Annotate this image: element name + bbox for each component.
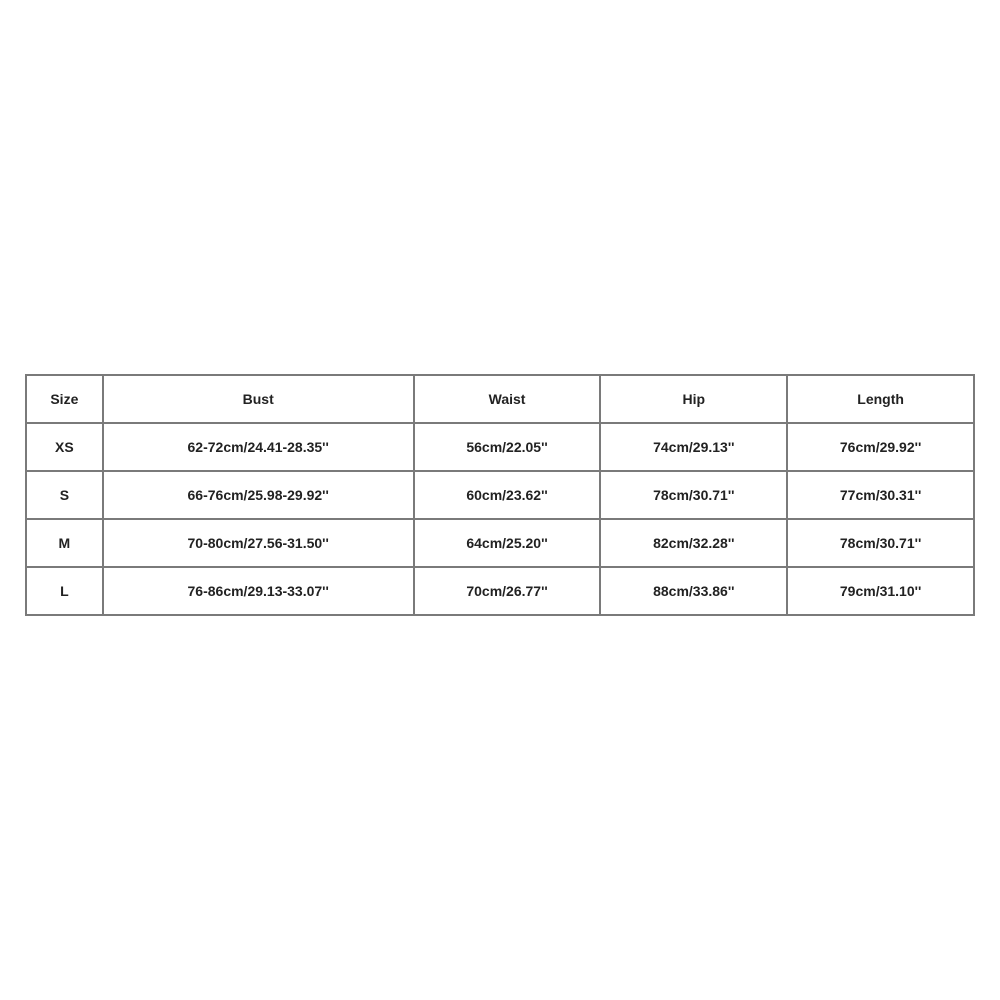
cell-hip: 82cm/32.28'' [600,519,787,567]
cell-waist: 64cm/25.20'' [414,519,601,567]
header-hip: Hip [600,375,787,423]
table-row [26,567,974,615]
header-length: Length [787,375,974,423]
size-chart-table [25,374,975,616]
cell-length: 79cm/31.10'' [787,567,974,615]
cell-size: XS [26,423,103,471]
cell-size: M [26,519,103,567]
header-size: Size [26,375,103,423]
cell-length: 78cm/30.71'' [787,519,974,567]
cell-size: L [26,567,103,615]
cell-hip: 74cm/29.13'' [600,423,787,471]
cell-waist: 70cm/26.77'' [414,567,601,615]
header-waist: Waist [414,375,601,423]
table-row [26,423,974,471]
cell-waist: 60cm/23.62'' [414,471,601,519]
cell-bust: 76-86cm/29.13-33.07'' [103,567,414,615]
table-header-row [26,375,974,423]
table-row [26,471,974,519]
cell-hip: 78cm/30.71'' [600,471,787,519]
cell-length: 76cm/29.92'' [787,423,974,471]
cell-size: S [26,471,103,519]
cell-bust: 66-76cm/25.98-29.92'' [103,471,414,519]
cell-hip: 88cm/33.86'' [600,567,787,615]
header-bust: Bust [103,375,414,423]
cell-waist: 56cm/22.05'' [414,423,601,471]
cell-bust: 62-72cm/24.41-28.35'' [103,423,414,471]
cell-bust: 70-80cm/27.56-31.50'' [103,519,414,567]
table-row [26,519,974,567]
cell-length: 77cm/30.31'' [787,471,974,519]
